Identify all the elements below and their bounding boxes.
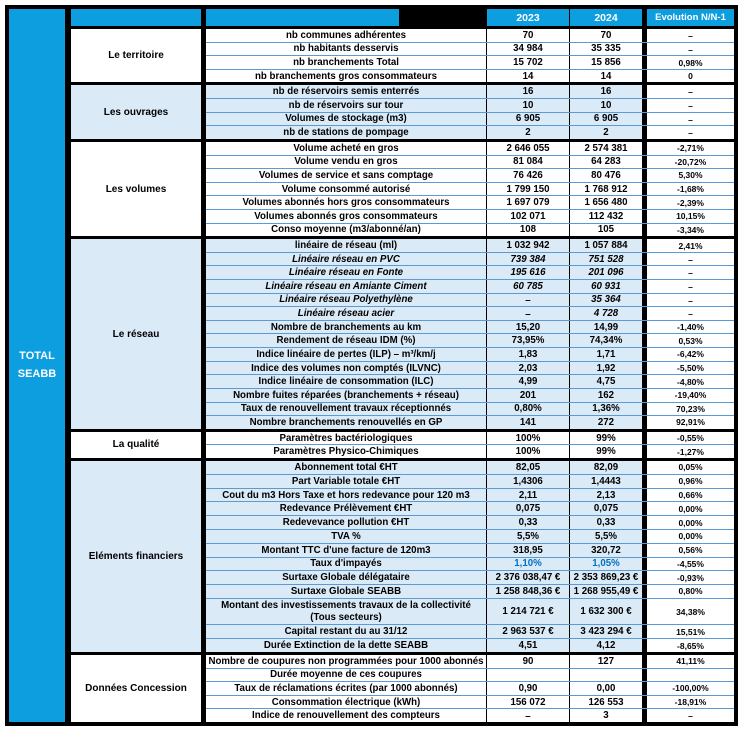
value-2024: 2,13	[569, 489, 642, 502]
value-2024: 1,05%	[569, 558, 642, 571]
value-2023: 34 984	[486, 43, 569, 56]
table-row	[206, 55, 734, 69]
value-evolution: –	[642, 29, 734, 42]
value-2024	[569, 669, 642, 682]
row-label: Surtaxe Globale SEABB	[206, 585, 486, 598]
table-row	[206, 668, 734, 682]
value-evolution: 70,23%	[642, 403, 734, 416]
value-2023: 2,11	[486, 489, 569, 502]
value-evolution: 0,56%	[642, 544, 734, 557]
value-2024: 74,34%	[569, 334, 642, 347]
table-row	[206, 265, 734, 279]
row-label: Rendement de réseau IDM (%)	[206, 334, 486, 347]
row-label: Volume consommé autorisé	[206, 183, 486, 196]
value-evolution: –	[642, 280, 734, 293]
table-row	[206, 543, 734, 557]
value-2023: 318,95	[486, 544, 569, 557]
row-label: Consommation électrique (kWh)	[206, 696, 486, 709]
table-row	[206, 529, 734, 543]
table-row	[206, 474, 734, 488]
value-2023: 2 376 038,47 €	[486, 571, 569, 584]
table-row	[206, 29, 734, 42]
table-row	[206, 155, 734, 169]
value-2023: 201	[486, 389, 569, 402]
value-evolution: -4,80%	[642, 375, 734, 388]
table-row	[206, 279, 734, 293]
value-2023: 100%	[486, 432, 569, 445]
value-evolution: -1,27%	[642, 445, 734, 458]
row-label: Linéaire réseau en Fonte	[206, 266, 486, 279]
value-evolution: –	[642, 294, 734, 307]
table-row	[206, 461, 734, 474]
table-row	[206, 209, 734, 223]
row-label: Indice linéaire de pertes (ILP) – m³/km/j	[206, 348, 486, 361]
table-row	[206, 112, 734, 126]
value-2024: 0,00	[569, 682, 642, 695]
section-rows	[206, 655, 734, 722]
value-2023: –	[486, 294, 569, 307]
value-evolution: 2,41%	[642, 239, 734, 252]
table-row	[206, 501, 734, 515]
table-header-row	[71, 9, 734, 29]
value-2024: 1,92	[569, 362, 642, 375]
value-2024: 112 432	[569, 210, 642, 223]
value-evolution: –	[642, 709, 734, 722]
value-2024: 162	[569, 389, 642, 402]
value-2023: 102 071	[486, 210, 569, 223]
value-2023: 141	[486, 416, 569, 429]
value-evolution: 0,80%	[642, 585, 734, 598]
value-2023: 2	[486, 126, 569, 139]
value-2023: 14	[486, 70, 569, 83]
value-evolution: 0,66%	[642, 489, 734, 502]
table-row	[206, 584, 734, 598]
value-2023: 1,4306	[486, 475, 569, 488]
value-2024: 751 528	[569, 253, 642, 266]
value-evolution: -1,40%	[642, 321, 734, 334]
table-row	[206, 306, 734, 320]
value-evolution: –	[642, 99, 734, 112]
value-2023: 108	[486, 224, 569, 237]
section-category-label: Données Concession	[71, 655, 206, 722]
value-2024: 15 856	[569, 56, 642, 69]
value-2024: 5,5%	[569, 530, 642, 543]
row-group-title: TOTAL SEABB	[17, 350, 57, 380]
row-label: Nombre fuites réparées (branchements + réseau)	[206, 389, 486, 402]
row-label: Indice de renouvellement des compteurs	[206, 709, 486, 722]
section	[71, 239, 734, 432]
table-row	[206, 388, 734, 402]
header-category-spacer	[71, 9, 206, 26]
row-label: Volume vendu en gros	[206, 156, 486, 169]
table-row	[206, 98, 734, 112]
section-rows	[206, 29, 734, 82]
row-label: Linéaire réseau acier	[206, 307, 486, 320]
value-evolution: –	[642, 253, 734, 266]
value-2023: 82,05	[486, 461, 569, 474]
value-evolution: 0,00%	[642, 516, 734, 529]
value-evolution: -2,71%	[642, 142, 734, 155]
header-label-spacer	[206, 9, 399, 26]
row-label: Capital restant du au 31/12	[206, 625, 486, 638]
value-2023: 2 963 537 €	[486, 625, 569, 638]
value-2023: 1 258 848,36 €	[486, 585, 569, 598]
value-evolution: -4,55%	[642, 558, 734, 571]
row-label: Redevevance pollution €HT	[206, 516, 486, 529]
table-row	[206, 168, 734, 182]
table-row	[206, 415, 734, 429]
value-2024: 1 057 884	[569, 239, 642, 252]
table-row	[206, 444, 734, 458]
section-rows	[206, 461, 734, 652]
value-2024: 99%	[569, 432, 642, 445]
value-2024: 320,72	[569, 544, 642, 557]
value-evolution: 41,11%	[642, 655, 734, 668]
value-2024: 2 353 869,23 €	[569, 571, 642, 584]
value-2023: 0,80%	[486, 403, 569, 416]
row-label: Volumes de service et sans comptage	[206, 169, 486, 182]
value-evolution: -0,93%	[642, 571, 734, 584]
table-row	[206, 195, 734, 209]
section	[71, 29, 734, 85]
value-2024: 14	[569, 70, 642, 83]
section	[71, 655, 734, 722]
value-2023: 5,5%	[486, 530, 569, 543]
row-label: Cout du m3 Hors Taxe et hors redevance pour 120 m3	[206, 489, 486, 502]
table-row	[206, 432, 734, 445]
row-label: Surtaxe Globale délégataire	[206, 571, 486, 584]
value-2023: 195 616	[486, 266, 569, 279]
row-label: Part Variable totale €HT	[206, 475, 486, 488]
table-row	[206, 347, 734, 361]
value-2023: 2,03	[486, 362, 569, 375]
value-2024: 82,09	[569, 461, 642, 474]
value-2024: 35 335	[569, 43, 642, 56]
table-row	[206, 488, 734, 502]
section	[71, 85, 734, 141]
value-2023: 15 702	[486, 56, 569, 69]
value-2023: 10	[486, 99, 569, 112]
row-label: Linéaire réseau en Amiante Ciment	[206, 280, 486, 293]
header-evolution: Evolution N/N-1	[642, 9, 734, 26]
value-2023: –	[486, 709, 569, 722]
row-label: Durée moyenne de ces coupures	[206, 669, 486, 682]
row-label: Nombre branchements renouvellés en GP	[206, 416, 486, 429]
row-label: Redevance Prélèvement €HT	[206, 502, 486, 515]
value-2024: 0,33	[569, 516, 642, 529]
row-label: Taux de réclamations écrites (par 1000 abonnés)	[206, 682, 486, 695]
value-2024: 35 364	[569, 294, 642, 307]
value-2024: 201 096	[569, 266, 642, 279]
section	[71, 432, 734, 461]
value-2023: –	[486, 307, 569, 320]
table-main	[71, 9, 734, 722]
table-row	[206, 557, 734, 571]
value-2023: 2 646 055	[486, 142, 569, 155]
value-evolution: -100,00%	[642, 682, 734, 695]
value-2024: 1 268 955,49 €	[569, 585, 642, 598]
value-2024: 127	[569, 655, 642, 668]
value-2024: 0,075	[569, 502, 642, 515]
value-evolution: 0,98%	[642, 56, 734, 69]
section-category-label: Le réseau	[71, 239, 206, 429]
value-evolution: 0	[642, 70, 734, 83]
table-row	[206, 293, 734, 307]
header-2023: 2023	[486, 9, 569, 26]
table-row	[206, 570, 734, 584]
value-2023: 1 697 079	[486, 196, 569, 209]
value-2024: 2	[569, 126, 642, 139]
value-evolution: -6,42%	[642, 348, 734, 361]
value-2023: 1 032 942	[486, 239, 569, 252]
value-2023: 1,83	[486, 348, 569, 361]
value-2024: 1,36%	[569, 403, 642, 416]
row-label: Volumes abonnés hors gros consommateurs	[206, 196, 486, 209]
section	[71, 461, 734, 655]
value-2023	[486, 669, 569, 682]
value-evolution: –	[642, 266, 734, 279]
table-row	[206, 681, 734, 695]
table-row	[206, 252, 734, 266]
row-label: Volumes de stockage (m3)	[206, 113, 486, 126]
table-row	[206, 655, 734, 668]
table-row	[206, 239, 734, 252]
table-row	[206, 125, 734, 139]
value-2023: 60 785	[486, 280, 569, 293]
value-evolution: -18,91%	[642, 696, 734, 709]
value-2024: 4,12	[569, 639, 642, 652]
value-2023: 0,33	[486, 516, 569, 529]
value-2023: 4,99	[486, 375, 569, 388]
table-row	[206, 223, 734, 237]
row-label: nb de stations de pompage	[206, 126, 486, 139]
value-evolution: 0,96%	[642, 475, 734, 488]
value-evolution: 10,15%	[642, 210, 734, 223]
value-2023: 0,90	[486, 682, 569, 695]
value-2024: 16	[569, 85, 642, 98]
row-label: Taux de renouvellement travaux réceptionnés	[206, 403, 486, 416]
row-label: Indice des volumes non comptés (ILVNC)	[206, 362, 486, 375]
row-label: Linéaire réseau Polyethylène	[206, 294, 486, 307]
section-category-label: Eléments financiers	[71, 461, 206, 652]
value-2024: 99%	[569, 445, 642, 458]
row-label: Montant TTC d'une facture de 120m3	[206, 544, 486, 557]
table-row	[206, 624, 734, 638]
table-row	[206, 695, 734, 709]
value-2024: 14,99	[569, 321, 642, 334]
value-2023: 4,51	[486, 639, 569, 652]
value-2024: 2 574 381	[569, 142, 642, 155]
value-evolution: –	[642, 126, 734, 139]
row-label: Conso moyenne (m3/abonné/an)	[206, 224, 486, 237]
value-evolution: 0,05%	[642, 461, 734, 474]
section-category-label: La qualité	[71, 432, 206, 458]
value-2024: 10	[569, 99, 642, 112]
row-label: Paramètres Physico-Chimiques	[206, 445, 486, 458]
row-label: Abonnement total €HT	[206, 461, 486, 474]
value-evolution: -8,65%	[642, 639, 734, 652]
value-2023: 16	[486, 85, 569, 98]
section-rows	[206, 239, 734, 429]
table-row	[206, 85, 734, 98]
table-row	[206, 402, 734, 416]
value-2024: 105	[569, 224, 642, 237]
value-evolution: -0,55%	[642, 432, 734, 445]
value-2023: 1 799 150	[486, 183, 569, 196]
row-label: Taux d'impayés	[206, 558, 486, 571]
value-evolution: 92,91%	[642, 416, 734, 429]
value-evolution: 0,00%	[642, 530, 734, 543]
value-2023: 76 426	[486, 169, 569, 182]
section	[71, 142, 734, 239]
value-2023: 156 072	[486, 696, 569, 709]
section-category-label: Les volumes	[71, 142, 206, 236]
value-evolution: 5,30%	[642, 169, 734, 182]
row-label: nb branchements gros consommateurs	[206, 70, 486, 83]
value-evolution: -5,50%	[642, 362, 734, 375]
value-2024: 70	[569, 29, 642, 42]
value-2023: 81 084	[486, 156, 569, 169]
value-2023: 70	[486, 29, 569, 42]
row-label: nb habitants desservis	[206, 43, 486, 56]
row-label: nb branchements Total	[206, 56, 486, 69]
value-2023: 100%	[486, 445, 569, 458]
section-category-label: Le territoire	[71, 29, 206, 82]
value-2024: 1,4443	[569, 475, 642, 488]
table-row	[206, 598, 734, 625]
table-row	[206, 708, 734, 722]
row-group-title-cell	[9, 9, 71, 722]
row-label: Paramètres bactériologiques	[206, 432, 486, 445]
value-2024: 4 728	[569, 307, 642, 320]
value-2024: 60 931	[569, 280, 642, 293]
value-2023: 73,95%	[486, 334, 569, 347]
value-evolution: -3,34%	[642, 224, 734, 237]
value-2024: 4,75	[569, 375, 642, 388]
header-black-cell	[399, 9, 486, 26]
value-2023: 90	[486, 655, 569, 668]
value-evolution: -20,72%	[642, 156, 734, 169]
header-2024: 2024	[569, 9, 642, 26]
value-evolution: -2,39%	[642, 196, 734, 209]
value-evolution: -1,68%	[642, 183, 734, 196]
value-2023: 0,075	[486, 502, 569, 515]
value-evolution: –	[642, 43, 734, 56]
section-category-label: Les ouvrages	[71, 85, 206, 138]
value-evolution: -19,40%	[642, 389, 734, 402]
value-2024: 126 553	[569, 696, 642, 709]
row-label: Nombre de branchements au km	[206, 321, 486, 334]
section-rows	[206, 85, 734, 138]
row-label: Volumes abonnés gros consommateurs	[206, 210, 486, 223]
row-label: Montant des investissements travaux de la collectivité (Tous secteurs)	[206, 599, 486, 625]
table-row	[206, 361, 734, 375]
value-evolution	[642, 669, 734, 682]
table-row	[206, 638, 734, 652]
row-label: nb communes adhérentes	[206, 29, 486, 42]
row-label: nb de réservoirs semis enterrés	[206, 85, 486, 98]
value-2024: 1 632 300 €	[569, 599, 642, 625]
seabb-indicators-table	[5, 5, 738, 726]
value-2024: 6 905	[569, 113, 642, 126]
row-label: TVA %	[206, 530, 486, 543]
value-2024: 64 283	[569, 156, 642, 169]
section-rows	[206, 142, 734, 236]
section-rows	[206, 432, 734, 458]
row-label: Volume acheté en gros	[206, 142, 486, 155]
value-evolution: 0,00%	[642, 502, 734, 515]
value-evolution: 34,38%	[642, 599, 734, 625]
value-2024: 80 476	[569, 169, 642, 182]
value-2024: 1,71	[569, 348, 642, 361]
table-row	[206, 333, 734, 347]
value-2024: 1 768 912	[569, 183, 642, 196]
value-2024: 3	[569, 709, 642, 722]
row-label: Durée Extinction de la dette SEABB	[206, 639, 486, 652]
value-2024: 272	[569, 416, 642, 429]
row-label: Linéaire réseau en PVC	[206, 253, 486, 266]
row-label: nb de réservoirs sur tour	[206, 99, 486, 112]
value-2023: 1 214 721 €	[486, 599, 569, 625]
value-2023: 6 905	[486, 113, 569, 126]
value-2024: 3 423 294 €	[569, 625, 642, 638]
table-body	[71, 29, 734, 722]
table-row	[206, 142, 734, 155]
table-row	[206, 374, 734, 388]
value-evolution: –	[642, 113, 734, 126]
table-row	[206, 320, 734, 334]
value-evolution: –	[642, 307, 734, 320]
value-2023: 1,10%	[486, 558, 569, 571]
table-row	[206, 182, 734, 196]
row-label: Indice linéaire de consommation (ILC)	[206, 375, 486, 388]
value-2023: 739 384	[486, 253, 569, 266]
row-label: linéaire de réseau (ml)	[206, 239, 486, 252]
value-evolution: –	[642, 85, 734, 98]
table-row	[206, 515, 734, 529]
value-evolution: 15,51%	[642, 625, 734, 638]
table-row	[206, 69, 734, 83]
value-evolution: 0,53%	[642, 334, 734, 347]
table-row	[206, 42, 734, 56]
value-2023: 15,20	[486, 321, 569, 334]
value-2024: 1 656 480	[569, 196, 642, 209]
row-label: Nombre de coupures non programmées pour 1000 abonnés	[206, 655, 486, 668]
